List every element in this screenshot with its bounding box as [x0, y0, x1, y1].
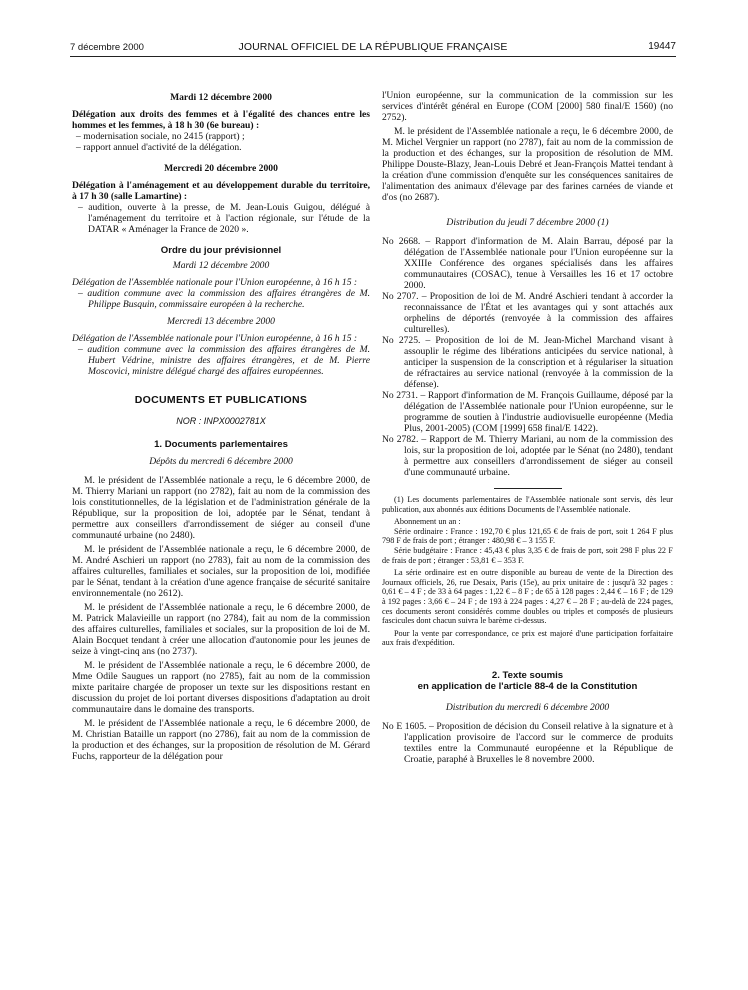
page-number: 19447	[648, 41, 676, 52]
right-column	[382, 90, 673, 765]
serie-budgetaire: Série budgétaire : France : 45,43 € plus 3,35 € de frais de port, soit 298 F plus 22 F de frais de port ; étranger : 53,81 € – 353 F.	[382, 545, 673, 565]
header-rule	[70, 56, 676, 57]
header-date: 7 décembre 2000	[70, 42, 144, 53]
report-paragraph-continued: l'Union européenne, sur la communication de la commission sur les services d'intérêt général en Europe (COM [2000] 580 final/E 1560) (no 2752).	[382, 90, 673, 123]
distribution-heading: Distribution du mercredi 6 décembre 2000	[445, 701, 610, 713]
document-item: No 2668. – Rapport d'information de M. Alain Barrau, déposé par la délégation de l'Assemblée nationale pour l'Union européenne sur la XXIIIe Conférence des organes spécialisés dans les affaires communautaires (COSAC), tenue à Versailles les 16 et 17 octobre 2000.	[382, 236, 673, 291]
document-item: No 2731. – Rapport d'information de M. François Guillaume, déposé par la délégation de l'Assemblée nationale pour l'Union européenne, sur le programme de soutien à l'industrie audiovisuelle européenne (Media Plus, 2001-2005) (COM [1999] 658 final/E 1422).	[382, 390, 673, 434]
report-paragraph: M. le président de l'Assemblée nationale a reçu, le 6 décembre 2000, de M. Michel Vergnier un rapport (no 2787), fait au nom de la commission de la production et des échanges, sur la proposition de résolution de MM. Philippe Douste-Blazy, Jean-Louis Debré et Jean-François Mattei tendant à la création d'une commission d'enquête sur les conséquences sanitaires de l'alimentation des animaux d'élevage par des farines carnées de viande et d'os (no 2687).	[382, 126, 673, 203]
date-subheading: Mardi 12 décembre 2000	[172, 260, 270, 271]
document-item: No 2707. – Proposition de loi de M. André Aschieri tendant à accorder la reconnaissance de l'État et les avantages qui y sont attachés aux orphelins de déportés (renvoyée à la commission des affaires culturelles).	[382, 291, 673, 335]
delegation-ue: Délégation de l'Assemblée nationale pour l'Union européenne, à 16 h 15 :	[72, 277, 358, 288]
depots-subheading: Dépôts du mercredi 6 décembre 2000	[149, 456, 293, 467]
delegation-femmes: Délégation aux droits des femmes et à l'égalité des chances entre les hommes et les femmes, à 18 h 30 (6e bureau) :	[72, 109, 370, 131]
report-paragraph: M. le président de l'Assemblée nationale a reçu, le 6 décembre 2000, de M. Christian Bataille un rapport (no 2786), fait au nom de la commission de la production et des échanges, sur la proposition de résolution de M. Gérard Fuchs, rapporteur de la délégation pour	[72, 718, 370, 762]
section-heading-mardi: Mardi 12 décembre 2000	[170, 92, 272, 103]
footnote	[382, 495, 673, 648]
agenda-item: – modernisation sociale, no 2415 (rapport) ;	[76, 131, 245, 142]
agenda-item: – audition commune avec la commission des affaires étrangères de M. Hubert Védrine, ministre des affaires étrangères, et de M. Pierre Moscovici, ministre délégué chargé des affaires européennes.	[78, 344, 370, 377]
section-2-subheading: en application de l'article 88-4 de la Constitution	[417, 680, 638, 692]
document-item: No 2725. – Proposition de loi de M. Jean-Michel Marchand visant à assouplir le régime des libérations anticipées du service national, à anticiper la suspension de la conscription et à régulariser la situation de réfractaires au service national (renvoyée à la commission de la défense).	[382, 335, 673, 390]
distribution-heading: Distribution du jeudi 7 décembre 2000 (1)	[446, 217, 609, 228]
section-2-heading: 2. Texte soumis	[491, 669, 564, 681]
ordre-du-jour-heading: Ordre du jour prévisionnel	[160, 245, 282, 256]
page-header	[70, 38, 676, 54]
left-column	[72, 92, 370, 762]
report-paragraph: M. le président de l'Assemblée nationale a reçu, le 6 décembre 2000, de M. André Aschieri un rapport (no 2783), fait au nom de la commission des affaires culturelles, familiales et sociales, sur la proposition de loi, modifiée par le Sénat, tendant à la création d'une agence française de sécurité sanitaire environnementale (no 2612).	[72, 544, 370, 599]
footnote-text: (1) Les documents parlementaires de l'Assemblée nationale sont servis, dès leur publication, aux abonnés aux éditions Documents de l'Assemblée nationale.	[382, 495, 673, 514]
abonnement-label: Abonnement un an :	[394, 517, 461, 527]
footnote-rule	[494, 488, 562, 489]
agenda-item: – audition commune avec la commission des affaires étrangères de M. Philippe Busquin, commissaire européen à la recherche.	[78, 288, 370, 310]
vente-text: La série ordinaire est en outre disponible au bureau de vente de la Direction des Journaux officiels, 26, rue Desaix, Paris (15e), au prix unitaire de : jusqu'à 32 pages : 0,61 € – 4 F ; de 33 à 64 pages : 1,22 € – 8 F ; de 65 à 128 pages : 2,44 € – 16 F ; de 129 à 192 pages : 3,66 € – 24 F ; de 193 à 224 pages : 4,27 € – 28 F ; au-delà de 224 pages, ces documents seront considérés comme doubles ou triples et composés de plusieurs fascicules dont chacun suivra le barème ci-dessus.	[382, 568, 673, 626]
journal-title: JOURNAL OFFICIEL DE LA RÉPUBLIQUE FRANÇAISE	[238, 41, 508, 53]
report-paragraph: M. le président de l'Assemblée nationale a reçu, le 6 décembre 2000, de M. Patrick Malavieille un rapport (no 2784), fait au nom de la commission des affaires culturelles, familiales et sociales, sur la proposition de loi de M. Alain Bocquet tendant à créer une allocation d'autonomie pour les jeunes de seize à vingt-cinq ans (no 2737).	[72, 602, 370, 657]
delegation-ue: Délégation de l'Assemblée nationale pour l'Union européenne, à 16 h 15 :	[72, 333, 358, 344]
report-paragraph: M. le président de l'Assemblée nationale a reçu, le 6 décembre 2000, de Mme Odile Saugues un rapport (no 2785), fait au nom de la commission mixte paritaire chargée de proposer un texte sur les dispositions restant en discussion du projet de loi portant diverses dispositions d'adaptation au droit communautaire dans le domaine des transports.	[72, 660, 370, 715]
agenda-item: – audition, ouverte à la presse, de M. Jean-Louis Guigou, délégué à l'aménagement du territoire et à l'action régionale, sur l'étude de la DATAR « Aménager la France de 2020 ».	[78, 202, 370, 235]
document-item: No E 1605. – Proposition de décision du Conseil relative à la signature et à l'application provisoire de l'accord sur le commerce de produits textiles entre la Communauté européenne et la République de Croatie, paraphé à Bruxelles le 8 novembre 2000.	[382, 720, 673, 765]
report-paragraph: M. le président de l'Assemblée nationale a reçu, le 6 décembre 2000, de M. Thierry Mariani un rapport (no 2782), fait au nom de la commission des lois constitutionnelles, de la législation et de l'administration générale de la République, sur la proposition de loi, adoptée par le Sénat, tendant à permettre aux conseillers d'arrondissement de siéger au conseil d'une communauté urbaine (no 2480).	[72, 475, 370, 541]
delegation-amenagement: Délégation à l'aménagement et au développement durable du territoire, à 17 h 30 (salle Lamartine) :	[72, 180, 370, 202]
document-item: No 2782. – Rapport de M. Thierry Mariani, au nom de la commission des lois, sur la proposition de loi, adoptée par le Sénat (no 2480), tendant à permettre aux conseillers d'arrondissement de siéger au conseil d'une communauté urbaine.	[382, 434, 673, 478]
serie-ordinaire: Série ordinaire : France : 192,70 € plus 121,65 € de frais de port, soit 1 264 F plus 798 F de frais de port ; étranger : 480,98 € – 3 155 F.	[382, 526, 673, 546]
nor-reference: NOR : INPX0002781X	[176, 416, 266, 426]
section-heading-mercredi: Mercredi 20 décembre 2000	[164, 163, 278, 174]
date-subheading: Mercredi 13 décembre 2000	[167, 316, 275, 327]
section-1-heading: 1. Documents parlementaires	[154, 439, 288, 450]
agenda-item: – rapport annuel d'activité de la délégation.	[76, 142, 242, 153]
correspondance-text: Pour la vente par correspondance, ce prix est majoré d'une participation forfaitaire aux frais d'expédition.	[382, 628, 673, 648]
documents-heading: DOCUMENTS ET PUBLICATIONS	[134, 394, 308, 406]
